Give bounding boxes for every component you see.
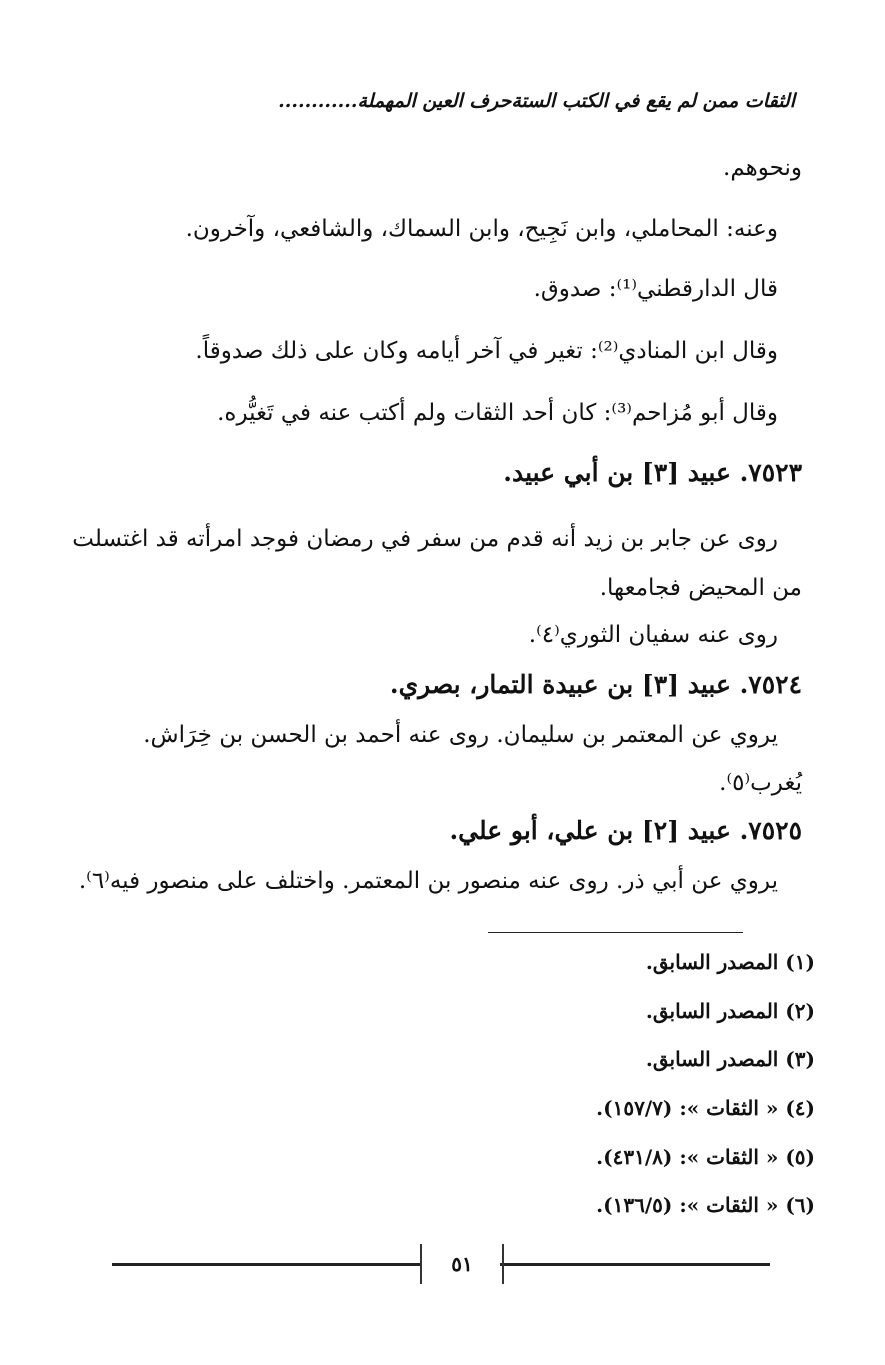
text-line: وقال أبو مُزاحم⁽³⁾: كان أحد الثقات ولم أكتب عنه في تَغيُّره. — [217, 400, 778, 426]
text-line: وعنه: المحاملي، وابن نَجِيح، وابن السماك، والشافعي، وآخرون. — [185, 216, 778, 242]
footnote: (٦) « الثقات »: (١٣٦/٥). — [596, 1193, 815, 1217]
text-line: ونحوهم. — [723, 155, 802, 181]
running-head-right: حرف العين المهملة............ — [278, 90, 512, 112]
text-line: من المحيض فجامعها. — [599, 575, 802, 601]
text-line: يروي عن أبي ذر. روى عنه منصور بن المعتمر. واختلف على منصور فيه⁽٦⁾. — [78, 868, 778, 894]
running-head-left: الثقات ممن لم يقع في الكتب الستة — [511, 90, 795, 112]
footnote: (٣) المصدر السابق. — [645, 1047, 815, 1071]
footnote-separator — [488, 932, 743, 933]
text-line: يروي عن المعتمر بن سليمان. روى عنه أحمد بن الحسن بن خِرَاش. — [143, 722, 778, 748]
page-number: ٥١ — [420, 1244, 504, 1284]
entry-heading-7523: ٧٥٢٣. عبيد [٣] بن أبي عبيد. — [503, 458, 802, 487]
text-line: روى عنه سفيان الثوري⁽٤⁾. — [528, 622, 778, 648]
folio-rule-right — [500, 1263, 770, 1266]
footnote: (٢) المصدر السابق. — [645, 999, 815, 1023]
text-line: قال الدارقطني⁽¹⁾: صدوق. — [533, 276, 778, 302]
text-line: يُغرب⁽٥⁾. — [719, 770, 802, 796]
footnote: (٤) « الثقات »: (١٥٧/٧). — [596, 1096, 815, 1120]
entry-heading-7525: ٧٥٢٥. عبيد [٢] بن علي، أبو علي. — [449, 816, 802, 845]
text-line: روى عن جابر بن زيد أنه قدم من سفر في رمضان فوجد امرأته قد اغتسلت — [72, 526, 778, 552]
running-head — [90, 90, 795, 112]
folio-rule-left — [112, 1263, 420, 1266]
footnote: (١) المصدر السابق. — [645, 950, 815, 974]
text-line: وقال ابن المنادي⁽²⁾: تغير في آخر أيامه وكان على ذلك صدوقاً. — [195, 338, 778, 364]
entry-heading-7524: ٧٥٢٤. عبيد [٣] بن عبيدة التمار، بصري. — [389, 670, 802, 699]
footnote: (٥) « الثقات »: (٤٣١/٨). — [596, 1145, 815, 1169]
